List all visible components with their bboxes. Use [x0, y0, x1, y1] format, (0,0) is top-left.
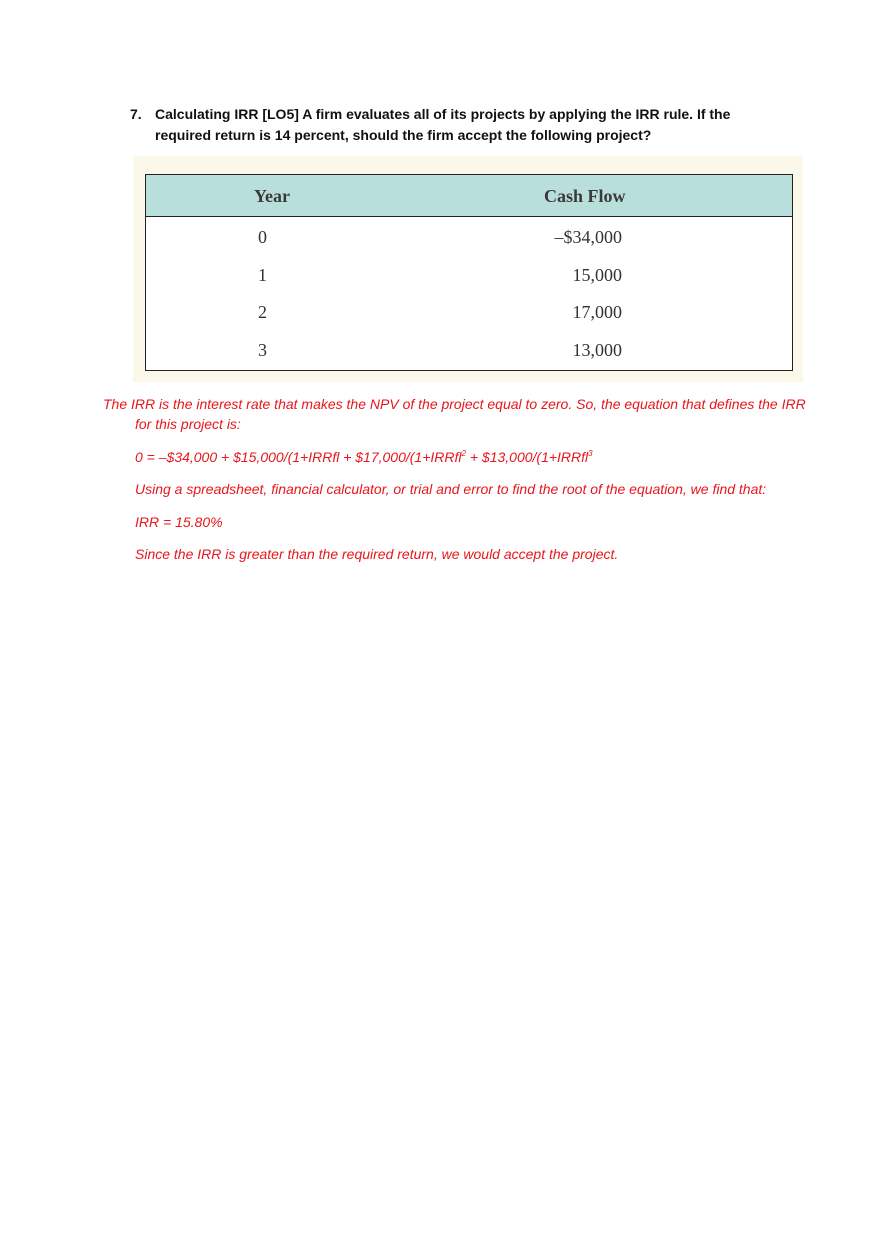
answer-intro-text: The IRR is the interest rate that makes the NPV of the project equal to zero. So, the equation that defines the IRR for this project is: [103, 396, 806, 432]
cash-flow-table-image [133, 156, 803, 382]
equation-main: 0 = –$34,000 + $15,000/(1+IRRfl + $17,000/(1+IRRfl [135, 449, 462, 465]
question-text: Calculating IRR [LO5] A firm evaluates all of its projects by applying the IRR rule. If the required return is 14 percent, should the firm accept the following project? [155, 106, 731, 143]
cash-flow-table [145, 174, 793, 371]
table-cell-year: 0 [258, 227, 267, 247]
answer-conclusion: Since the IRR is greater than the required return, we would accept the project. [135, 546, 619, 562]
table-cell-cash-flow: –$34,000 [554, 227, 622, 247]
answer-method: Using a spreadsheet, financial calculator, or trial and error to find the root of the equation, we find that: [135, 481, 767, 497]
equation-exponent-3: 3 [588, 449, 593, 458]
table-cell-year: 2 [258, 302, 267, 322]
table-cell-cash-flow: 13,000 [572, 340, 622, 360]
table-cell-year: 3 [258, 340, 267, 360]
equation-tail: + $13,000/(1+IRRfl [465, 449, 589, 465]
irr-equation [135, 447, 593, 467]
table-cell-cash-flow: 17,000 [572, 302, 622, 322]
equation-exponent-2: 2 [461, 449, 466, 458]
table-cell-year: 1 [258, 265, 267, 285]
table-header [146, 175, 792, 217]
answer-intro [103, 394, 813, 434]
header-year: Year [254, 186, 290, 206]
answer-result: IRR = 15.80% [135, 514, 223, 530]
header-cash-flow: Cash Flow [544, 186, 626, 206]
table-cell-cash-flow: 15,000 [572, 265, 622, 285]
question-number: 7. [130, 106, 142, 122]
question [130, 104, 750, 146]
